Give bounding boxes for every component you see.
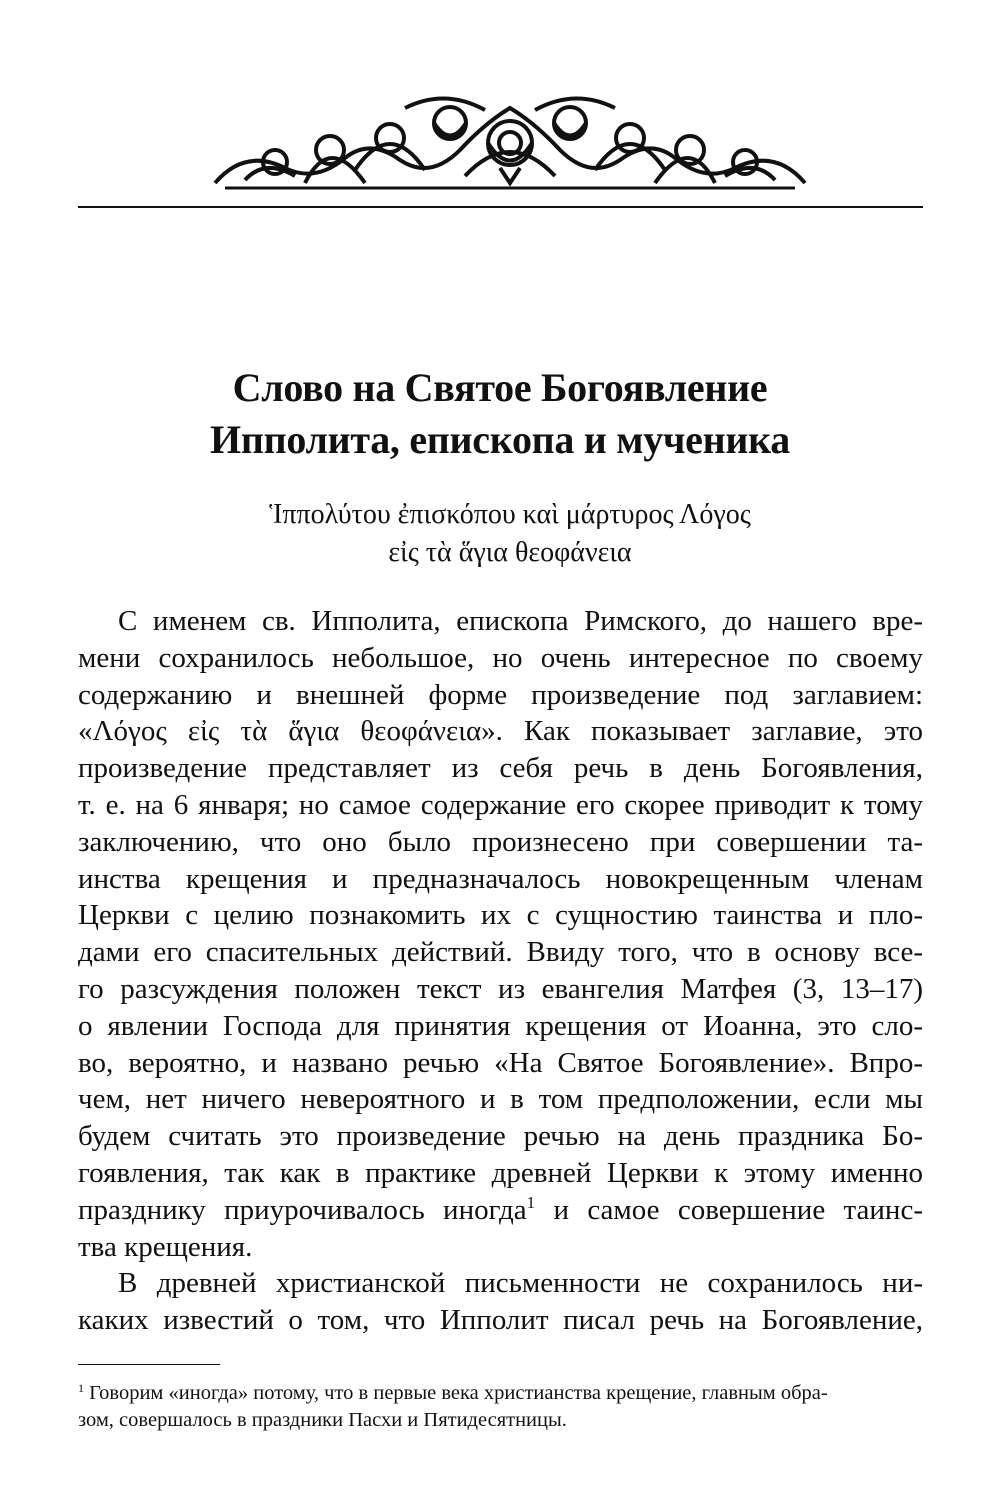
body-line: дами его спасительных действий. Ввиду того, что в основу все- xyxy=(78,936,923,969)
page-title xyxy=(0,362,1000,466)
body-line: о явлении Господа для принятия крещения от Иоанна, это сло- xyxy=(78,1009,923,1042)
footnote-reference[interactable]: 1 xyxy=(526,1192,536,1212)
body-line: го разсуждения положен текст из евангелия Матфея (3, 13–17) xyxy=(78,972,923,1005)
body-line: С именем св. Ипполита, епископа Римского, до нашего вре- xyxy=(118,605,923,637)
body-line: содержанию и внешней форме произведение под заглавием: xyxy=(78,678,923,711)
body-text xyxy=(78,603,923,1339)
title-line-2: Ипполита, епископа и мученика xyxy=(210,417,790,462)
body-line: Церкви с целию познакомить их с сущностию таинства и пло- xyxy=(78,899,923,932)
footnote-text: Говорим «иногда» потому, что в первые века христианства крещение, главным обра- xyxy=(84,1382,828,1404)
body-line: В древней христианской письменности не сохранилось ни- xyxy=(118,1267,923,1300)
body-line: каких известий о том, что Ипполит писал речь на Богоявление, xyxy=(78,1304,923,1337)
body-line: будем считать это произведение речью на день праздника Бо- xyxy=(78,1120,923,1153)
title-line-1: Слово на Святое Богоявление xyxy=(232,365,768,410)
body-line: мени сохранилось небольшое, но очень интересное по своему xyxy=(78,641,923,674)
footnote-marker: 1 xyxy=(78,1381,84,1395)
body-line: «Λόγος εἰς τὰ ἅγια θεοφάνεια». Как показывает заглавие, это xyxy=(78,715,923,748)
body-text-segment: и самое совершение таинс- xyxy=(535,1193,923,1226)
body-line: заключению, что оно было произнесено при совершении та- xyxy=(78,825,923,858)
body-line: произведение представляет из себя речь в день Богоявления, xyxy=(78,752,923,785)
greek-title-line-2: εἰς τὰ ἅγια θεοφάνεια xyxy=(388,537,632,568)
footnote-rule xyxy=(78,1364,220,1365)
body-text-segment: празднику приурочивалось иногда xyxy=(78,1193,527,1226)
ornamental-knotwork-headpiece-icon xyxy=(205,88,815,198)
body-line: тва крещения. xyxy=(78,1230,253,1263)
greek-title-line-1: Ἱππολύτου ἐπισκόπου καὶ μάρτυρος Λόγος xyxy=(269,499,751,530)
body-line: чем, нет ничего невероятного и в том предположении, если мы xyxy=(78,1083,923,1116)
body-line: т. е. на 6 января; но самое содержание его скорее приводит к тому xyxy=(78,788,923,821)
footnote-line-2: зом, совершалось в праздники Пасхи и Пятидесятницы. xyxy=(78,1409,567,1431)
body-line: гоявления, так как в практике древней Церкви к этому именно xyxy=(78,1156,923,1189)
header-rule xyxy=(78,206,923,208)
body-line-with-footnote-ref xyxy=(78,1192,923,1229)
body-line: инства крещения и предназначалось новокрещенным членам xyxy=(78,862,923,895)
greek-subtitle xyxy=(200,496,820,572)
footnote-line-1 xyxy=(78,1380,923,1407)
footnote xyxy=(78,1380,923,1434)
body-line: во, вероятно, и названо речью «На Святое Богоявление». Впро- xyxy=(78,1046,923,1079)
